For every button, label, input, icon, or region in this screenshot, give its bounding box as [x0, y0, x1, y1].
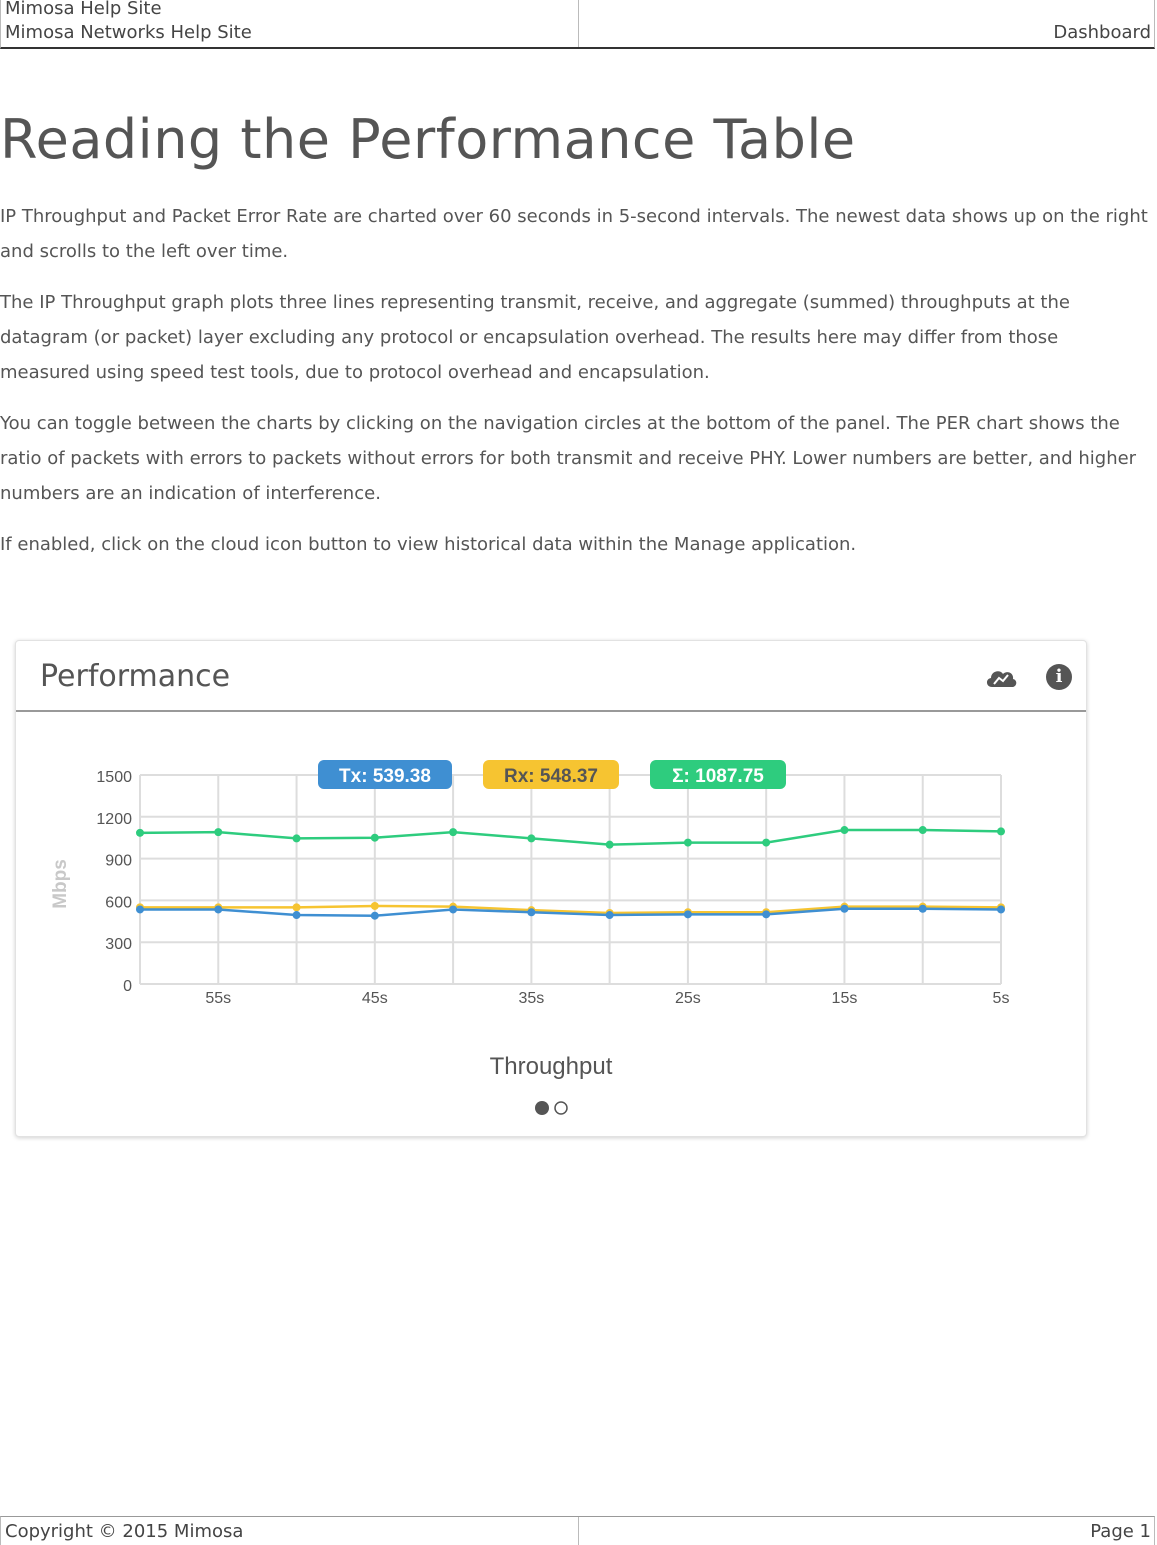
sum-badge-label: Σ: 1087.75: [672, 766, 764, 787]
paragraph-throughput: The IP Throughput graph plots three lines representing transmit, receive, and aggregate (summed) throughputs at the datagram (or packet) layer excluding any protocol or encapsulation overhead. The results here may differ from those measured using speed test tools, due to protocol overhead and encapsulation.: [0, 292, 1070, 383]
data-point-sum: [997, 827, 1005, 835]
sum-badge: [650, 760, 786, 789]
data-point-tx: [214, 905, 222, 913]
paragraph-toggle: You can toggle between the charts by clicking on the navigation circles at the bottom of the panel. The PER chart shows the ratio of packets with errors to packets without errors for both transmit and receive PHY. Lower numbers are better, and higher numbers are an indication of interference.: [0, 413, 1137, 504]
data-point-sum: [136, 829, 144, 837]
data-point-tx: [919, 905, 927, 913]
y-axis-label: Mbps: [50, 859, 71, 909]
x-tick-label: 25s: [675, 990, 701, 1007]
data-point-sum: [449, 828, 457, 836]
x-tick-label: 5s: [992, 990, 1010, 1007]
section-title: Dashboard: [1053, 22, 1151, 43]
page-header: [0, 0, 1155, 49]
y-tick-label: 1500: [96, 769, 132, 786]
data-point-sum: [684, 839, 692, 847]
pager-dot[interactable]: [555, 1102, 567, 1114]
data-point-tx: [136, 905, 144, 913]
site-title: Mimosa Help Site: [5, 0, 162, 19]
performance-panel: [15, 640, 1087, 1137]
footer-left-cell: [1, 1517, 579, 1545]
data-point-tx: [606, 911, 614, 919]
site-subtitle: Mimosa Networks Help Site: [5, 22, 252, 43]
data-point-tx: [840, 905, 848, 913]
chart-grid: [140, 775, 1001, 984]
data-point-sum: [527, 834, 535, 842]
data-point-sum: [293, 834, 301, 842]
data-point-rx: [371, 902, 379, 910]
data-point-sum: [762, 839, 770, 847]
throughput-chart: [16, 641, 1086, 1136]
tx-badge: [318, 760, 452, 789]
info-icon[interactable]: i: [1046, 664, 1072, 690]
data-point-sum: [840, 826, 848, 834]
x-tick-label: 45s: [361, 990, 388, 1007]
pager-dot-active[interactable]: [535, 1101, 549, 1115]
tx-badge-label: Tx: 539.38: [339, 766, 431, 787]
x-axis-ticks: [205, 990, 1009, 1007]
page-title: Reading the Performance Table: [0, 108, 856, 171]
chart-series: [136, 826, 1005, 920]
data-point-tx: [293, 911, 301, 919]
y-tick-label: 600: [105, 894, 132, 912]
y-tick-label: 1200: [96, 810, 132, 828]
data-point-rx: [293, 903, 301, 911]
paragraph-cloud: If enabled, click on the cloud icon button to view historical data within the Manage application.: [0, 534, 857, 555]
data-point-tx: [997, 905, 1005, 913]
page-footer: [0, 1516, 1155, 1545]
x-tick-label: 55s: [205, 990, 232, 1007]
rx-badge-label: Rx: 548.37: [503, 766, 599, 787]
x-tick-label: 15s: [831, 990, 858, 1007]
header-left-cell: [1, 0, 579, 47]
data-point-sum: [371, 834, 379, 842]
data-point-sum: [919, 826, 927, 834]
y-tick-label: 300: [105, 936, 132, 954]
y-axis-ticks: [96, 769, 132, 995]
data-point-tx: [527, 908, 535, 916]
copyright: Copyright © 2015 Mimosa: [5, 1521, 244, 1542]
data-point-sum: [214, 828, 222, 836]
data-point-tx: [684, 910, 692, 918]
panel-title: Performance: [40, 659, 231, 694]
y-tick-label: 900: [105, 852, 132, 870]
data-point-tx: [449, 905, 457, 913]
data-point-tx: [762, 910, 770, 918]
x-tick-label: 35s: [518, 990, 545, 1007]
data-point-tx: [371, 912, 379, 920]
page-number: Page 1: [1090, 1521, 1151, 1542]
series-line-sum: [140, 830, 1001, 845]
y-tick-label: 0: [123, 978, 132, 995]
chart-caption: Throughput: [489, 1053, 613, 1080]
rx-badge: [483, 760, 619, 789]
paragraph-intro: IP Throughput and Packet Error Rate are charted over 60 seconds in 5-second intervals. The newest data shows up on the right and scrolls to the left over time.: [0, 206, 1148, 262]
data-point-sum: [606, 841, 614, 849]
